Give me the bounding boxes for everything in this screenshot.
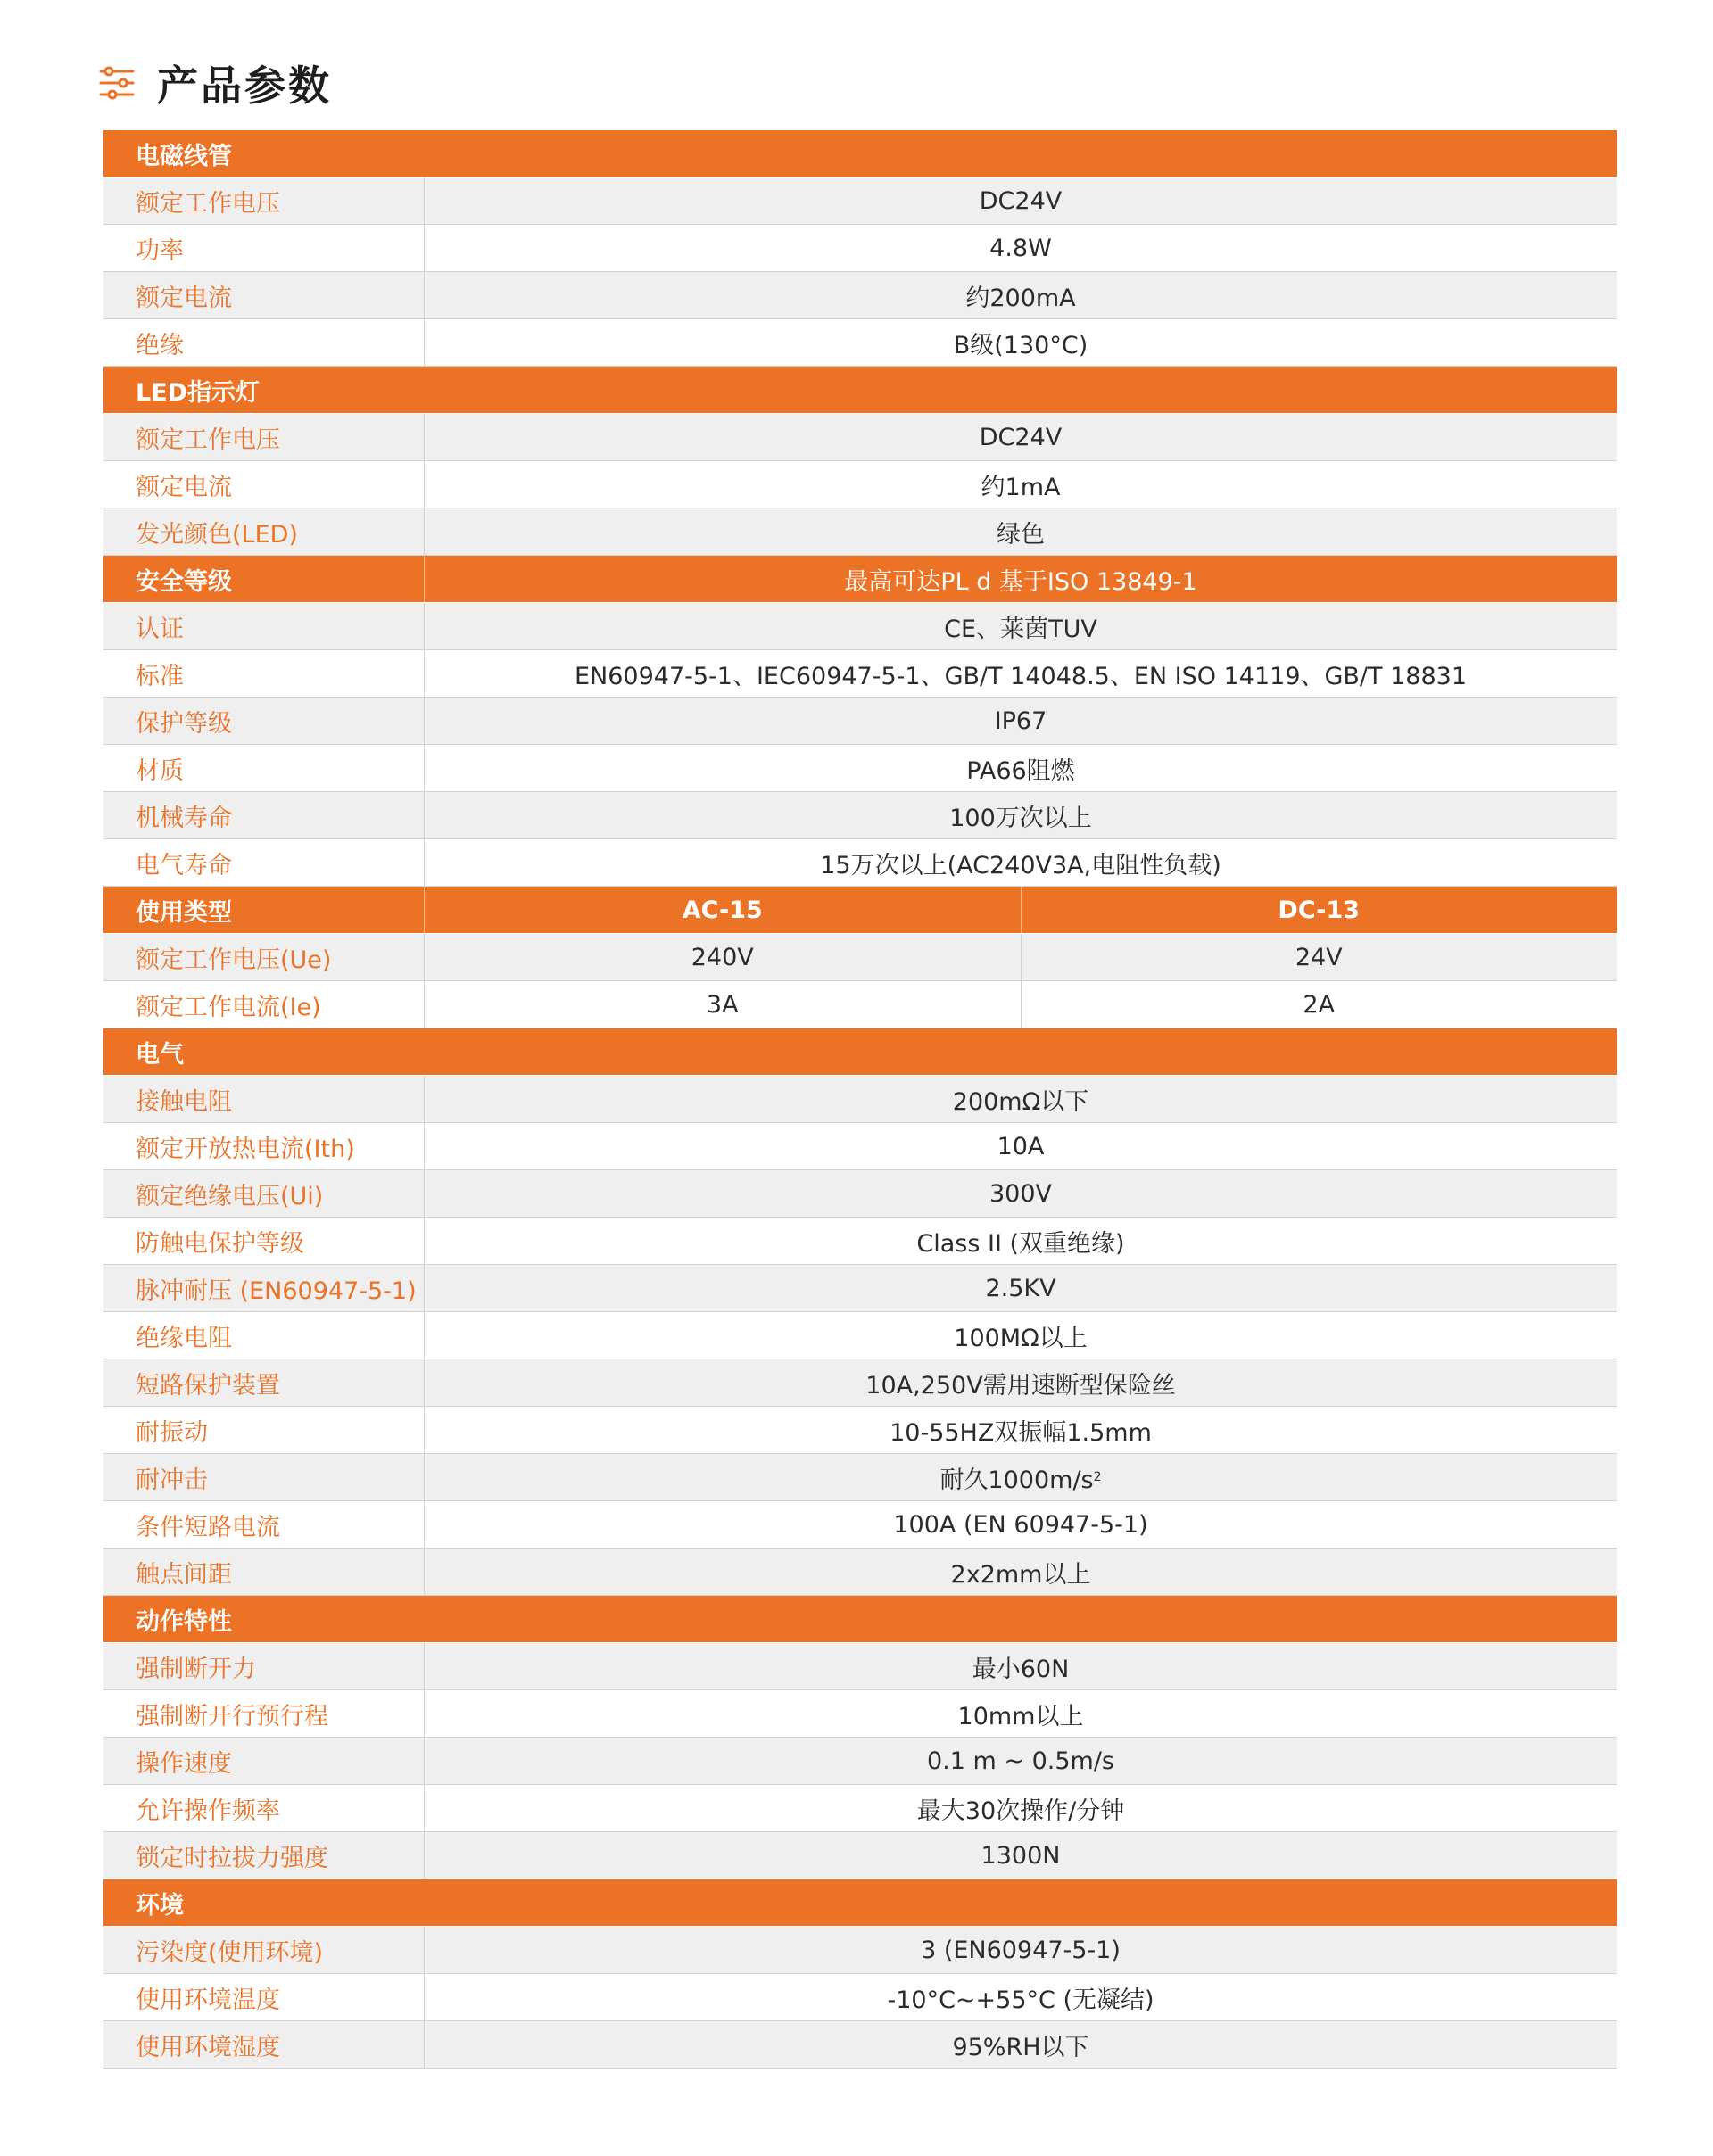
table-row [103,1974,1617,2021]
row-label: 污染度(使用环境) [103,1927,425,1973]
table-row [103,1454,1617,1501]
row-label: 耐冲击 [103,1454,425,1500]
row-label: 强制断开行预行程 [103,1690,425,1737]
row-value: 95%RH以下 [952,2033,1089,2061]
table-row [103,1076,1617,1123]
row-value: Class II (双重绝缘) [916,1229,1125,1258]
table-row [103,1785,1617,1832]
row-value: PA66阻燃 [966,756,1075,785]
section-header [103,1596,1617,1643]
table-row [103,1643,1617,1690]
table-row [103,225,1617,272]
table-row [103,414,1617,461]
section-header [103,367,1617,414]
section-value: 最高可达PL d 基于ISO 13849-1 [844,567,1197,596]
table-row [103,508,1617,556]
row-label: 绝缘电阻 [103,1312,425,1359]
row-value: 2A [1021,981,1618,1028]
row-value: DC24V [979,186,1063,215]
section-title: 使用类型 [103,887,425,933]
table-row [103,1927,1617,1974]
table-row [103,1218,1617,1265]
table-row [103,981,1617,1028]
row-label: 短路保护装置 [103,1359,425,1406]
section-title: 环境 [136,1891,184,1920]
table-row [103,1123,1617,1170]
row-value: 15万次以上(AC240V3A,电阻性负载) [820,851,1221,880]
section-title: 安全等级 [103,556,425,602]
spec-table [103,130,1617,2069]
table-row [103,698,1617,745]
row-value: 耐久1000m/s 2 [939,1466,1102,1494]
row-label: 额定工作电压 [103,178,425,224]
row-value: 绿色 [997,520,1045,549]
row-value: 3A [706,990,739,1019]
row-value: 最小60N [972,1655,1070,1683]
section-title: LED指示灯 [136,378,261,407]
row-value: 3 (EN60947-5-1) [921,1936,1121,1964]
row-value: 100万次以上 [949,804,1092,832]
row-label: 保护等级 [103,698,425,744]
row-label: 额定绝缘电压(Ui) [103,1170,425,1217]
table-row [103,461,1617,508]
section-spacer [425,1028,1617,1075]
table-row [103,1832,1617,1879]
section-spacer [425,1596,1617,1642]
row-label: 强制断开力 [103,1643,425,1689]
column-header: AC-15 [682,896,763,924]
row-label: 操作速度 [103,1738,425,1784]
row-value: 100A (EN 60947-5-1) [893,1510,1148,1539]
page-title: 产品参数 [157,62,332,110]
row-value: B级(130°C) [953,331,1088,359]
section-header [103,1879,1617,1927]
row-value: DC24V [979,423,1063,451]
row-value: 24V [1021,934,1618,980]
table-row [103,1501,1617,1549]
table-row [103,603,1617,650]
row-label: 耐振动 [103,1407,425,1453]
table-row [103,319,1617,367]
row-value: 0.1 m ~ 0.5m/s [926,1747,1114,1775]
row-label: 使用环境温度 [103,1974,425,2020]
row-label: 使用环境湿度 [103,2021,425,2068]
row-label: 认证 [103,603,425,649]
section-header [103,887,1617,934]
row-value: 200mΩ以下 [952,1087,1089,1116]
row-label: 发光颜色(LED) [103,508,425,555]
row-label: 额定工作电压 [103,414,425,460]
row-value: 2.5KV [985,1274,1056,1302]
row-label: 标准 [103,650,425,697]
row-label: 机械寿命 [103,792,425,838]
table-row [103,1690,1617,1738]
section-header [103,1028,1617,1076]
table-row [103,1359,1617,1407]
row-label: 额定电流 [103,461,425,508]
row-value: 1300N [981,1841,1061,1870]
section-header [103,556,1617,603]
section-spacer [425,1879,1617,1926]
row-value: 约200mA [965,284,1076,312]
column-header: DC-13 [1021,887,1618,933]
row-label: 条件短路电流 [103,1501,425,1548]
table-row [103,1738,1617,1785]
row-label: 额定开放热电流(Ith) [103,1123,425,1169]
row-label: 材质 [103,745,425,791]
row-value: 最大30次操作/分钟 [916,1797,1125,1825]
table-row [103,839,1617,887]
table-row [103,1549,1617,1596]
row-value: 10A,250V需用速断型保险丝 [865,1371,1176,1400]
row-label: 额定电流 [103,272,425,318]
row-label: 接触电阻 [103,1076,425,1122]
table-row [103,2021,1617,2069]
section-header [103,130,1617,178]
row-label: 功率 [103,225,425,271]
row-value: 10mm以上 [957,1702,1084,1731]
table-row [103,1312,1617,1359]
section-title: 电气 [136,1040,184,1069]
table-row [103,1265,1617,1312]
row-value: 约1mA [981,473,1061,501]
row-value: 240V [691,943,754,971]
section-title: 电磁线管 [136,142,232,170]
table-row [103,745,1617,792]
row-label: 允许操作频率 [103,1785,425,1831]
row-value: 4.8W [989,234,1052,262]
page-header [98,52,332,114]
table-row [103,934,1617,981]
table-row [103,1407,1617,1454]
section-title: 动作特性 [136,1607,232,1636]
row-label: 防触电保护等级 [103,1218,425,1264]
table-row [103,178,1617,225]
table-row [103,272,1617,319]
row-value: 10A [997,1132,1045,1161]
row-value: 10-55HZ双振幅1.5mm [890,1418,1152,1447]
section-spacer [425,367,1617,413]
row-value: CE、莱茵TUV [944,615,1097,643]
row-value: 300V [989,1179,1052,1208]
row-label: 电气寿命 [103,839,425,886]
row-label: 额定工作电流(Ie) [103,981,425,1028]
table-row [103,792,1617,839]
row-label: 绝缘 [103,319,425,366]
table-row [103,1170,1617,1218]
row-label: 脉冲耐压 (EN60947-5-1) [103,1265,425,1311]
row-value: IP67 [994,706,1047,735]
row-label: 锁定时拉拔力强度 [103,1832,425,1879]
table-row [103,650,1617,698]
section-spacer [425,130,1617,177]
sliders-icon [98,64,136,102]
row-value: EN60947-5-1、IEC60947-5-1、GB/T 14048.5、EN ISO 14119、GB/T 18831 [574,662,1468,690]
row-label: 额定工作电压(Ue) [103,934,425,980]
row-value: -10°C~+55°C (无凝结) [887,1986,1154,2014]
row-value: 100MΩ以上 [954,1324,1088,1352]
row-value: 2x2mm以上 [950,1560,1091,1589]
row-label: 触点间距 [103,1549,425,1595]
